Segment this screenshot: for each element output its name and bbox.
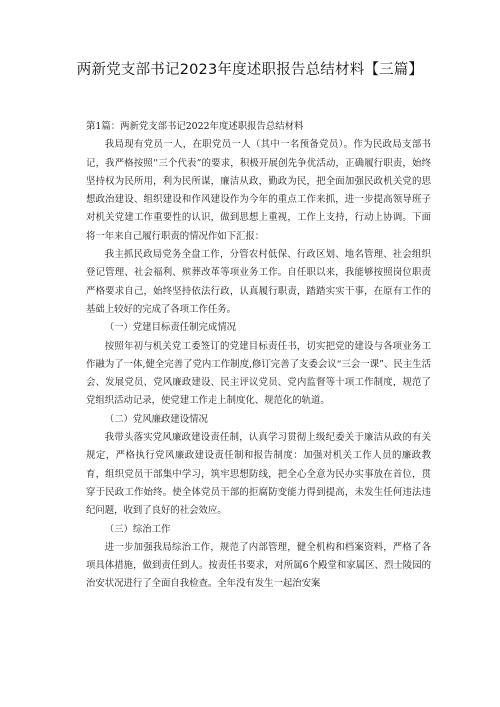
paragraph: 我主抓民政局党务全盘工作，分管农村低保、行政区划、地名管理、社会组织登记管理、社会福利、殡葬改革等项业务工作。自任职以来，我能够按照岗位职责严格要求自己，始终坚持依法行政，认真履行职责，踏踏实实干事，在原有工作的基础上较好的完成了各项工作任务。 — [86, 249, 431, 315]
section-heading: （三）综治工作 — [104, 523, 171, 535]
section-heading: （二）党风廉政建设情况 — [104, 413, 208, 425]
section-heading: （一）党建目标责任制完成情况 — [104, 322, 237, 334]
paragraph: 进一步加强我局综治工作，规范了内部管理，健全机构和档案资料，严格了各项具体措施，做到责任到人。按责任书要求，对所属6个殿堂和家属区、烈士陵园的治安状况进行了全面自我检查。全年没有发生一起治安案 — [86, 541, 431, 590]
document-title: 两新党支部书记2023年度述职报告总结材料【三篇】 — [76, 62, 424, 78]
paragraph: 我局现有党员一人，在职党员一人（其中一名预备党员）。作为民政局支部书记，我严格按照''三个代表”的要求，积极开展创先争优活动，正确履行职责，始终坚持权为民所用，利为民所谋，廉洁从政，勤政为民，把全面加强民政机关党的思想政治建设、组织建设和作风建设作为今年的重点工作来抓，进一步提高领导班子对机关党建工作重要性的认识，做到思想上重视，工作上支持，行动上协调。下面将一年来自己履行职责的情况作如下汇报： — [86, 139, 431, 242]
article-heading: 第1篇：两新党支部书记2022年度述职报告总结材料 — [86, 121, 304, 132]
document-body — [86, 118, 431, 594]
paragraph: 我带头落实党风廉政建设责任制，认真学习贯彻上级纪委关于廉洁从政的有关规定，严格执行党风廉政建设责任制和报告制度：加强对机关工作人员的廉政教育，组织党员干部集中学习，筑牢思想防线，把全心全意为民办实事放在首位，贯穿于民政工作始终。使全体党员干部的拒腐防变能力得到提高，未发生任何违法违纪问题，收到了良好的社会效应。 — [86, 432, 431, 517]
paragraph: 按照年初与机关党工委签订的党建目标责任书，切实把党的建设与各项业务工作融为了一体,健全完善了党内工作制度,修订完善了支委会议“三会一课”、民主生活会、发展党员、党风廉政建设、民主评议党员、党内监督等十项工作制度，规范了党组织活动记录，使党建工作走上制度化、规范化的轨道。 — [86, 340, 431, 407]
